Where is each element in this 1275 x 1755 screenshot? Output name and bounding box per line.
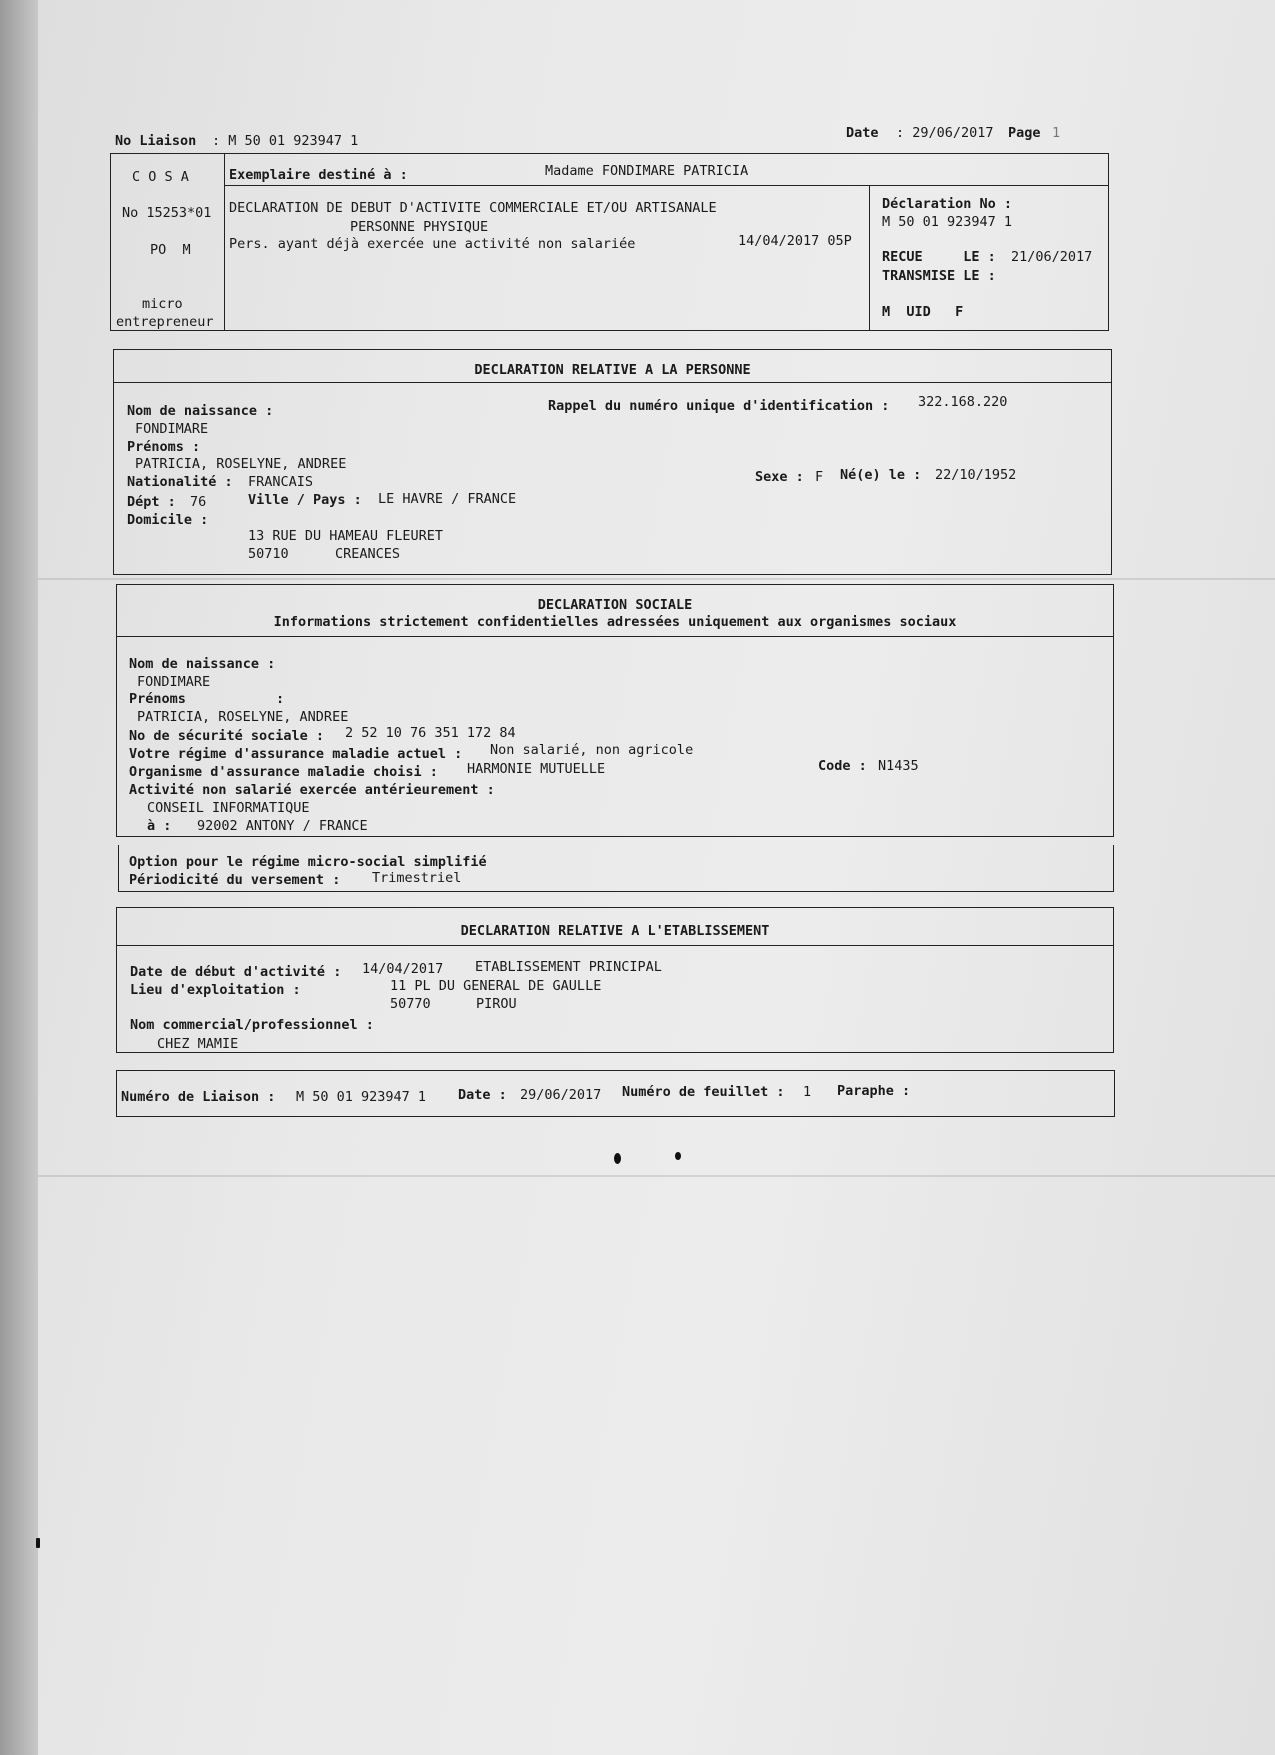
declaration-no-value: M 50 01 923947 1: [882, 214, 1013, 230]
nationalite-label: Nationalité :: [127, 474, 233, 490]
naissance-value: 22/10/1952: [935, 467, 1017, 483]
naissance-label: Né(e) le :: [840, 467, 922, 483]
option-label: Option pour le régime micro-social simplifié: [129, 854, 487, 870]
footer-feuillet-label: Numéro de feuillet :: [622, 1084, 785, 1100]
muid-code: M UID F: [882, 304, 964, 320]
form-number: No 15253*01: [122, 205, 212, 221]
code-label: Code :: [818, 758, 867, 774]
page-label: Page: [1008, 125, 1041, 141]
nom-commercial-value: CHEZ MAMIE: [157, 1036, 239, 1052]
recue-value: 21/06/2017: [1011, 249, 1093, 265]
lieu-label: Lieu d'exploitation :: [130, 982, 301, 998]
liaison-label: No Liaison: [115, 133, 197, 149]
activite-label: Activité non salarié exercée antérieurement :: [129, 782, 495, 798]
regime-value: Non salarié, non agricole: [490, 742, 694, 758]
sexe-label: Sexe :: [755, 469, 804, 485]
dept-label: Dépt :: [127, 494, 176, 510]
sexe-value: F: [815, 469, 824, 485]
periodicite-label: Périodicité du versement :: [129, 872, 341, 888]
debut-value: 14/04/2017: [362, 961, 444, 977]
entrepreneur-label: entrepreneur: [116, 314, 214, 330]
footer-date-label: Date :: [458, 1087, 507, 1103]
liaison-value: : M 50 01 923947 1: [212, 133, 359, 149]
fold-line: [38, 578, 1275, 580]
regime-label: Votre régime d'assurance maladie actuel :: [129, 746, 463, 762]
micro-label: micro: [142, 296, 183, 312]
declaration-title: DECLARATION DE DEBUT D'ACTIVITE COMMERCIALE ET/OU ARTISANALE: [229, 200, 717, 216]
periodicite-value: Trimestriel: [372, 870, 462, 886]
divider: [113, 382, 1112, 383]
footer-liaison-value: M 50 01 923947 1: [296, 1089, 427, 1105]
prenoms-label: Prénoms :: [127, 439, 201, 455]
cosa-label: C O S A: [132, 169, 189, 185]
declaration-subtitle: PERSONNE PHYSIQUE: [350, 219, 489, 235]
sociale-nom-label: Nom de naissance :: [129, 656, 276, 672]
secu-value: 2 52 10 76 351 172 84: [345, 725, 516, 741]
lieu-city: PIROU: [476, 996, 517, 1012]
a-value: 92002 ANTONY / FRANCE: [197, 818, 368, 834]
divider: [869, 186, 870, 331]
footer-liaison-label: Numéro de Liaison :: [121, 1089, 276, 1105]
sociale-prenoms-label: Prénoms: [129, 691, 186, 707]
exemplaire-label: Exemplaire destiné à :: [229, 167, 408, 183]
secu-label: No de sécurité sociale :: [129, 728, 325, 744]
po-code: PO M: [150, 242, 191, 258]
footer-feuillet-value: 1: [803, 1084, 812, 1100]
ink-speck: [36, 1538, 40, 1548]
ink-speck: [614, 1153, 621, 1164]
sociale-subtitle: Informations strictement confidentielles adressées uniquement aux organismes sociaux: [273, 614, 957, 630]
domicile-city: CREANCES: [335, 546, 401, 562]
sociale-prenoms-value: PATRICIA, ROSELYNE, ANDREE: [137, 709, 349, 725]
scan-shadow: [0, 0, 38, 1755]
domicile-label: Domicile :: [127, 512, 209, 528]
organisme-value: HARMONIE MUTUELLE: [467, 761, 606, 777]
rappel-label: Rappel du numéro unique d'identification :: [548, 398, 890, 414]
a-label: à :: [147, 818, 172, 834]
pers-text: Pers. ayant déjà exercée une activité non salariée: [229, 236, 636, 252]
domicile-street: 13 RUE DU HAMEAU FLEURET: [248, 528, 444, 544]
exemplaire-value: Madame FONDIMARE PATRICIA: [545, 163, 749, 179]
sociale-prenoms-colon: :: [276, 691, 285, 707]
date-label: Date: [846, 125, 879, 141]
dept-value: 76: [190, 494, 207, 510]
recue-label: RECUE LE :: [882, 249, 996, 265]
personne-title: DECLARATION RELATIVE A LA PERSONNE: [474, 362, 751, 378]
etablissement-principal: ETABLISSEMENT PRINCIPAL: [475, 959, 662, 975]
divider: [225, 185, 1109, 186]
divider: [116, 636, 1114, 637]
lieu-street: 11 PL DU GENERAL DE GAULLE: [390, 978, 602, 994]
ink-speck: [675, 1152, 681, 1160]
code-value: N1435: [878, 758, 919, 774]
sociale-title: DECLARATION SOCIALE: [537, 597, 693, 613]
transmise-label: TRANSMISE LE :: [882, 268, 996, 284]
sociale-nom-value: FONDIMARE: [137, 674, 211, 690]
rappel-value: 322.168.220: [918, 394, 1008, 410]
page-value: 1: [1052, 125, 1061, 141]
footer-date-value: 29/06/2017: [520, 1087, 602, 1103]
divider: [224, 153, 225, 331]
organisme-label: Organisme d'assurance maladie choisi :: [129, 764, 438, 780]
nom-naissance-value: FONDIMARE: [135, 421, 209, 437]
footer-paraphe-label: Paraphe :: [837, 1083, 911, 1099]
nationalite-value: FRANCAIS: [248, 474, 314, 490]
etablissement-title: DECLARATION RELATIVE A L'ETABLISSEMENT: [460, 923, 770, 939]
nom-commercial-label: Nom commercial/professionnel :: [130, 1017, 374, 1033]
ville-label: Ville / Pays :: [248, 492, 362, 508]
lieu-postcode: 50770: [390, 996, 431, 1012]
ville-value: LE HAVRE / FRANCE: [378, 491, 517, 507]
date-value: : 29/06/2017: [896, 125, 994, 141]
fold-line: [38, 1175, 1275, 1177]
divider: [116, 945, 1114, 946]
prenoms-value: PATRICIA, ROSELYNE, ANDREE: [135, 456, 347, 472]
domicile-postcode: 50710: [248, 546, 289, 562]
declaration-no-label: Déclaration No :: [882, 196, 1013, 212]
pers-date: 14/04/2017 05P: [738, 233, 852, 249]
nom-naissance-label: Nom de naissance :: [127, 403, 274, 419]
debut-label: Date de début d'activité :: [130, 964, 342, 980]
activite-value: CONSEIL INFORMATIQUE: [147, 800, 310, 816]
